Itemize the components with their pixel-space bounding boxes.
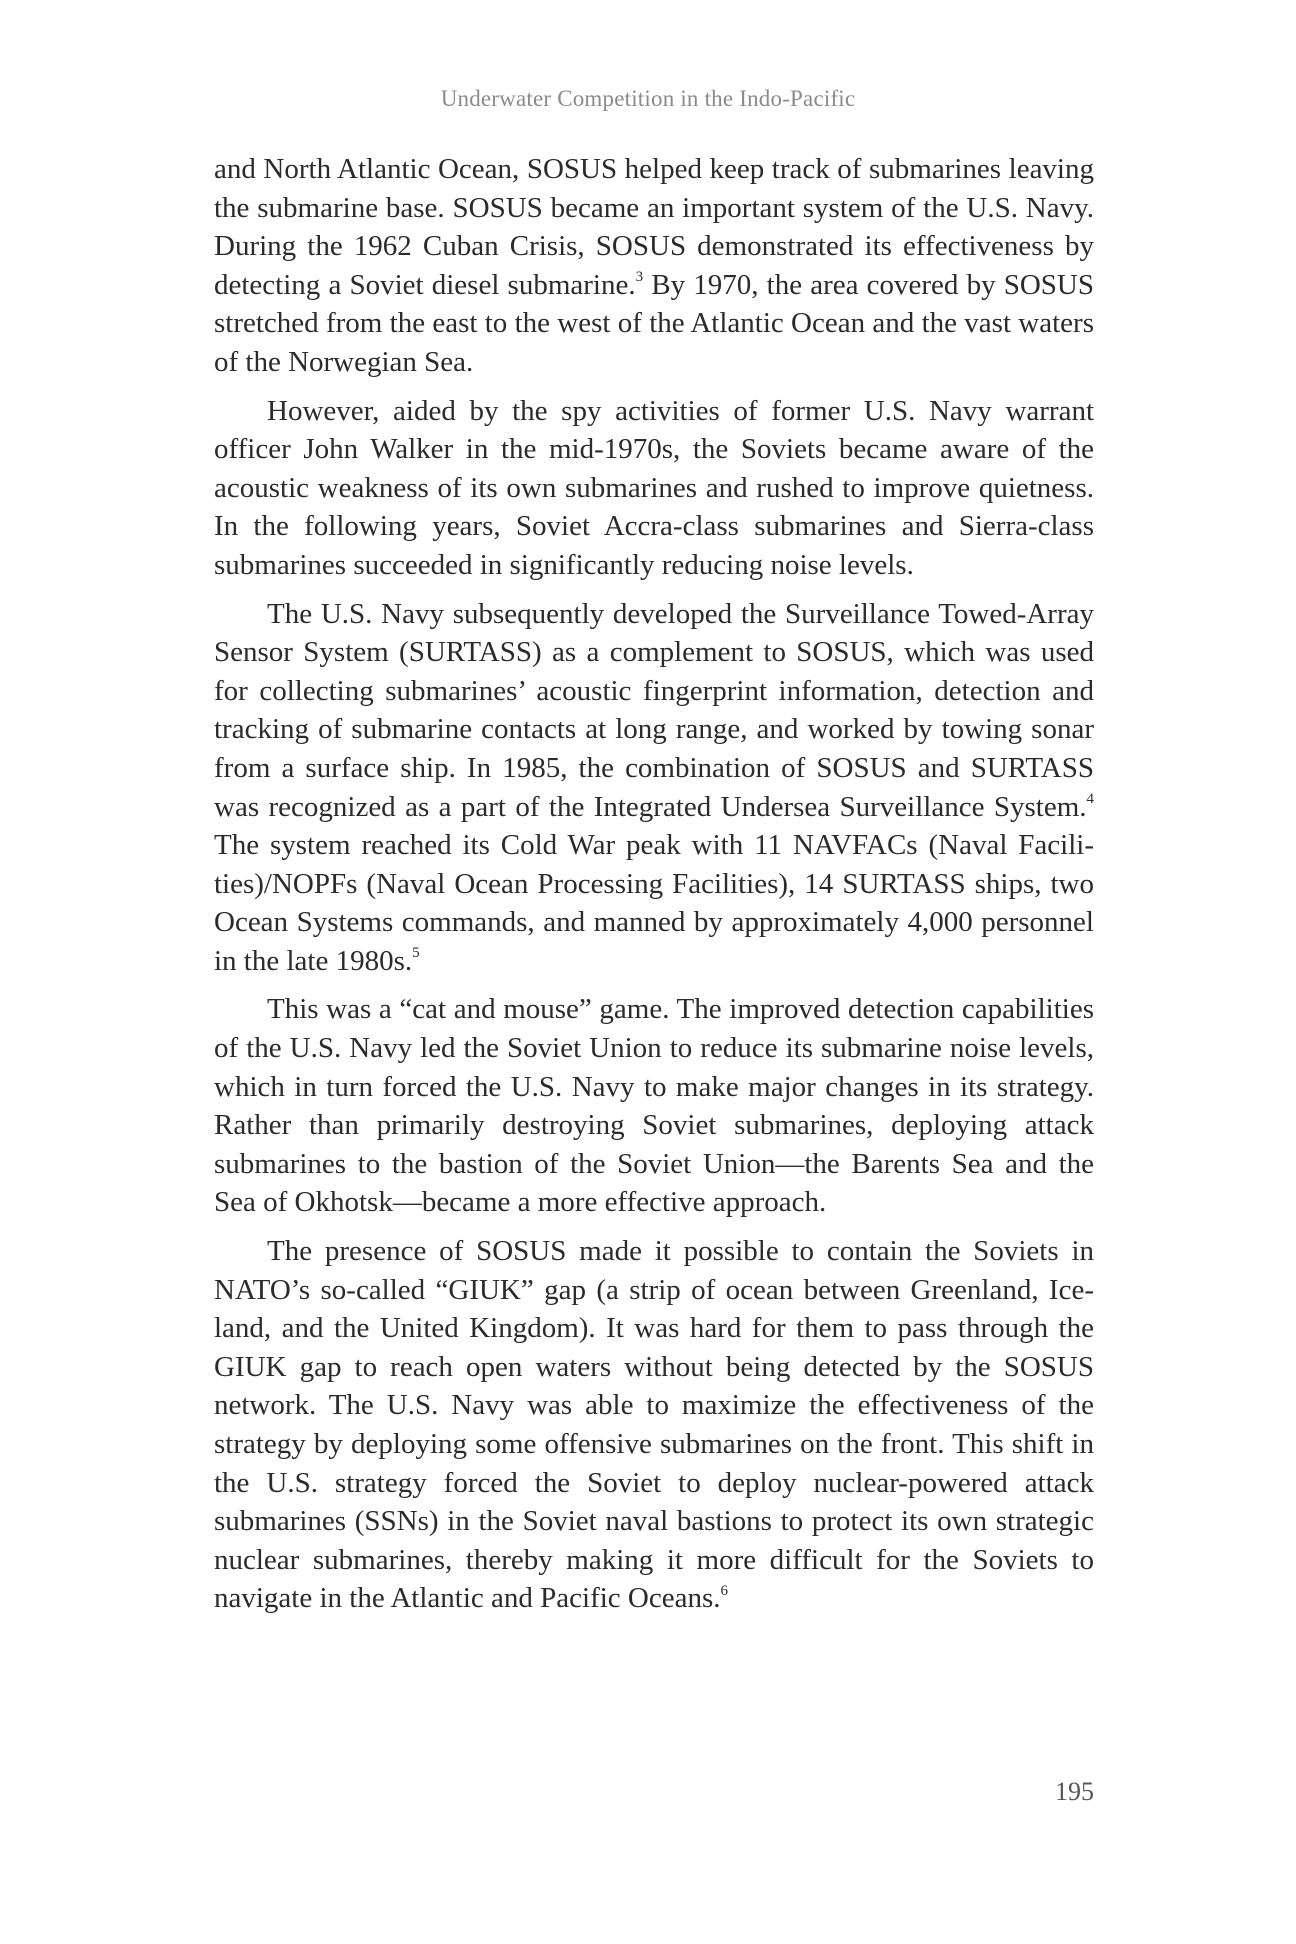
footnote-ref-6[interactable]: 6 [720,1582,729,1599]
body-text [214,150,1094,1628]
paragraph-text: The U.S. Navy subsequently developed the Surveillance Towed-Array Sensor System (SURTASS) as a complement to SOSUS, which was used for collecting submarines’ acoustic fingerprint information, detection and tracking of submarine contacts at long range, and worked by towing sonar from a surface ship. In 1985, the combination of SOSUS and SURTASS was recognized as a part of the Integrated Undersea Surveillance System. [214,597,1094,823]
paragraph-text: This was a “cat and mouse” game. The improved detection capabilities of the U.S. Navy led the Soviet Union to reduce its submarine noise levels, which in turn forced the U.S. Navy to make major changes in its strategy. Rather than primarily destroying Soviet submarines, deploying attack submarines to the bastion of the Soviet Union—the Barents Sea and the Sea of Okhotsk—became a more effective approach. [214,993,1094,1219]
paragraph-text: By 1970, the area covered by SOSUS stretched from the east to the west of the Atlantic Ocean and the vast waters of the Norwegian Sea. [214,268,1095,378]
paragraph-text: However, aided by the spy activities of former U.S. Navy warrant officer John Walker in the mid-1970s, the Soviets became aware of the acoustic weakness of its own submarines and rushed to improve quietness. In the following years, Soviet Accra-class submarines and Sierra-class submarines succeeded in significantly reducing noise levels. [214,394,1094,581]
footnote-ref-3[interactable]: 3 [635,269,644,286]
paragraph-5 [214,1232,1094,1618]
paragraph-text: and North Atlantic Ocean, SOSUS helped keep track of submarines leaving the submarine base. SOSUS became an important system of the U.S. Navy. During the 1962 Cuban Crisis, SOSUS demonstrated its effectiveness by detecting a Soviet diesel submarine. [214,153,1094,301]
paragraph-text: The system reached its Cold War peak with 11 NAVFACs (Naval Facilities)/NOPFs (Naval Ocean Processing Facilities), 14 SURTASS ships, two Ocean Systems commands, and manned by approximately 4,000 personnel in the late 1980s. [214,829,1094,977]
footnote-ref-4[interactable]: 4 [1086,790,1094,807]
paragraph-1 [214,150,1094,382]
paragraph-3 [214,595,1094,981]
footnote-ref-5[interactable]: 5 [412,945,420,962]
paragraph-4 [214,990,1094,1222]
running-head: Underwater Competition in the Indo-Pacific [440,86,856,111]
page-number: 195 [1055,1777,1094,1806]
paragraph-text: The presence of SOSUS made it possible to contain the Soviets in NATO’s so-called “GIUK” gap (a strip of ocean between Greenland, Iceland, and the United Kingdom). It was hard for them to pass through the GIUK gap to reach open waters without being detected by the SOSUS network. The U.S. Navy was able to maximize the effectiveness of the strategy by deploying some offensive submarines on the front. This shift in the U.S. strategy forced the Soviet to deploy nuclear-powered attack submarines (SSNs) in the Soviet naval bastions to protect its own strategic nuclear submarines, thereby making it more difficult for the Soviets to navigate in the Atlantic and Pacific Oceans. [214,1235,1094,1615]
paragraph-2 [214,392,1094,585]
